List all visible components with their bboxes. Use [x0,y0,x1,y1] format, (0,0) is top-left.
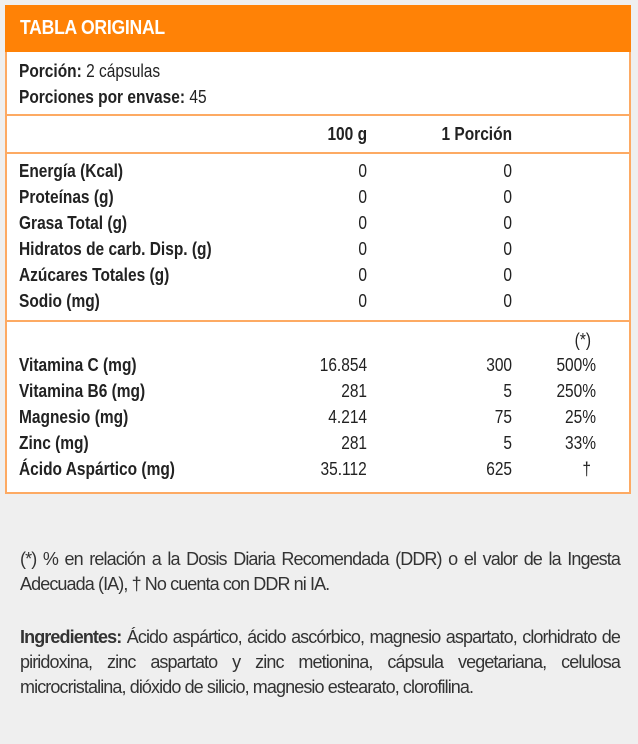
nutrition-table [5,5,631,494]
value-portion: 0 [503,161,512,181]
footnote [20,547,620,597]
macros-section [7,154,629,322]
ingredients [20,625,620,700]
value-portion: 0 [503,291,512,311]
per-container-label: Porciones por envase: [19,87,186,107]
column-header-portion: 1 Porción [441,124,512,144]
table-title-bar [5,5,631,52]
value-portion: 0 [503,213,512,233]
value-100g: 0 [358,213,367,233]
row-label: Azúcares Totales (g) [19,265,170,285]
table-row [7,378,629,404]
row-label: Hidratos de carb. Disp. (g) [19,239,212,259]
value-portion: 0 [503,187,512,207]
value-100g: 0 [358,161,367,181]
row-label: Sodio (mg) [19,291,100,311]
value-portion: 5 [503,433,512,453]
row-label: Proteínas (g) [19,187,114,207]
row-label: Vitamina C (mg) [19,355,137,375]
table-row [7,184,629,210]
value-portion: 300 [486,355,512,375]
value-dv: 250% [556,381,596,401]
value-dv: 25% [565,407,596,427]
value-dv: 33% [565,433,596,453]
value-100g: 4.214 [328,407,367,427]
table-row [7,456,629,482]
value-portion: 0 [503,239,512,259]
value-100g: 0 [358,291,367,311]
column-header-row [7,116,629,154]
table-row [7,352,629,378]
portion-label: Porción: [19,61,82,81]
row-label: Vitamina B6 (mg) [19,381,146,401]
table-title: TABLA ORIGINAL [20,17,165,39]
ingredients-text: Ácido aspártico, ácido ascórbico, magnesio aspartato, clorhidrato de piridoxina, zinc aspartato y zinc metionina, cápsula vegetariana, celulosa microcristalina, dióxido de silicio, magnesio estearato, clorofilina. [20,627,620,697]
dv-column-header: (*) [574,330,591,350]
value-portion: 625 [486,459,512,479]
value-dv: † [582,459,591,479]
value-portion: 5 [503,381,512,401]
row-label: Grasa Total (g) [19,213,128,233]
value-100g: 0 [358,239,367,259]
row-label: Zinc (mg) [19,433,89,453]
value-100g: 281 [341,433,367,453]
table-row [7,288,629,314]
column-header-100g: 100 g [327,124,367,144]
value-100g: 0 [358,187,367,207]
value-100g: 16.854 [319,355,367,375]
value-portion: 75 [494,407,512,427]
row-label: Ácido Aspártico (mg) [19,459,175,479]
value-100g: 35.112 [320,459,367,479]
row-label: Magnesio (mg) [19,407,129,427]
table-row [7,158,629,184]
row-label: Energía (Kcal) [19,161,124,181]
table-row [7,430,629,456]
portion-value: 2 cápsulas [86,61,161,81]
serving-info [7,52,629,116]
value-portion: 0 [503,265,512,285]
table-row [7,262,629,288]
footnote-text: (*) % en relación a la Dosis Diaria Recomendada (DDR) o el valor de la Ingesta Adecuada (IA), † No cuenta con DDR ni IA. [20,549,620,594]
dv-header-row [7,328,629,352]
value-dv: 500% [556,355,596,375]
table-row [7,236,629,262]
ingredients-label: Ingredientes: [20,627,122,647]
value-100g: 281 [341,381,367,401]
table-row [7,404,629,430]
per-container-value: 45 [189,87,207,107]
value-100g: 0 [358,265,367,285]
table-row [7,210,629,236]
micros-section [7,322,629,492]
